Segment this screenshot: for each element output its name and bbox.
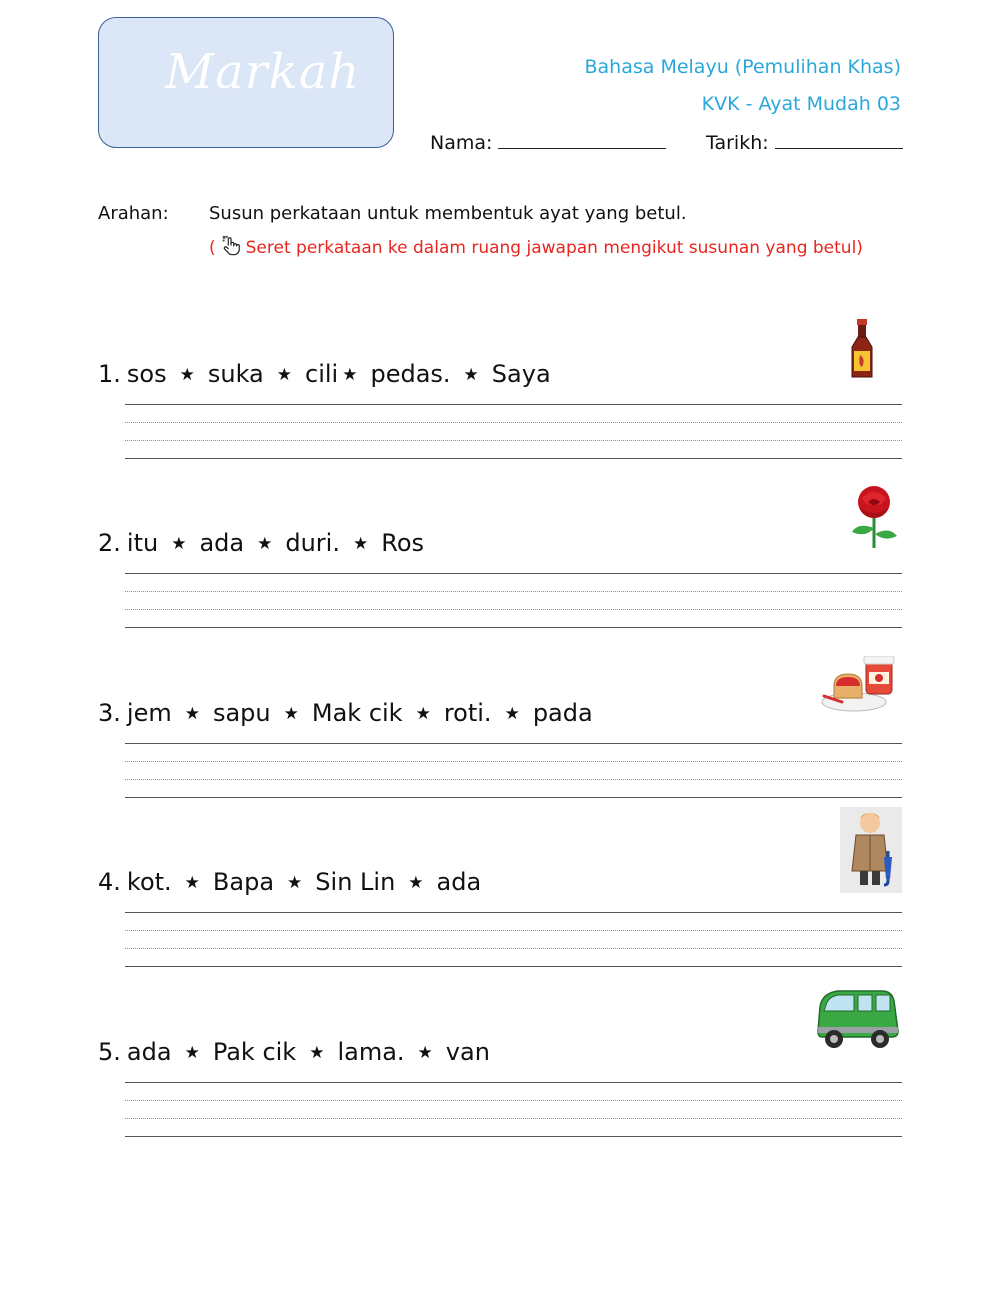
star-icon: ★ [463,365,479,385]
word-row [98,526,424,560]
question-number: 2. [98,529,121,557]
rose-icon [846,484,902,550]
star-icon: ★ [415,704,431,724]
word-tile[interactable]: sapu [212,699,271,727]
drag-hand-icon [220,235,242,257]
name-label: Nama: [430,132,493,154]
name-field [430,130,666,154]
word-tile[interactable]: Pak cik [212,1038,297,1066]
word-tile[interactable]: suka [207,360,264,388]
word-tile[interactable]: jem [126,699,172,727]
star-icon: ★ [184,704,200,724]
star-icon: ★ [504,704,520,724]
date-blank[interactable] [775,130,903,149]
instruction-text: Susun perkataan untuk membentuk ayat yang betul. [209,203,687,224]
word-tile[interactable]: Saya [491,360,551,388]
question-3 [98,696,902,846]
star-icon: ★ [408,873,424,893]
question-number: 4. [98,868,121,896]
word-tile[interactable]: pedas. [370,360,451,388]
question-number: 5. [98,1038,121,1066]
green-van-icon [814,987,900,1053]
sauce-bottle-icon [842,319,882,381]
instruction-hint [209,235,863,258]
question-number: 1. [98,360,121,388]
star-icon: ★ [171,534,187,554]
star-icon: ★ [417,1043,433,1063]
word-tile[interactable]: kot. [126,868,172,896]
answer-area[interactable] [125,743,902,799]
answer-area[interactable] [125,404,902,460]
word-tile[interactable]: ada [199,529,245,557]
star-icon: ★ [184,873,200,893]
star-icon: ★ [257,534,273,554]
topic-title: KVK - Ayat Mudah 03 [701,93,901,115]
word-tile[interactable]: Bapa [212,868,275,896]
word-tile[interactable]: sos [126,360,167,388]
man-in-coat-icon [840,807,902,893]
jam-bread-icon [820,656,898,714]
star-icon: ★ [309,1043,325,1063]
answer-area[interactable] [125,1082,902,1138]
word-tile[interactable]: Sin Lin [315,868,396,896]
word-row [98,865,481,899]
star-icon: ★ [283,704,299,724]
word-tile[interactable]: Ros [381,529,425,557]
star-icon: ★ [276,365,293,385]
date-label: Tarikh: [706,132,769,154]
word-tile[interactable]: itu [126,529,159,557]
word-tile[interactable]: pada [532,699,593,727]
hint-open: ( [209,238,216,258]
answer-area[interactable] [125,912,902,968]
word-row [98,357,551,391]
word-tile[interactable]: cili [305,360,339,388]
word-tile[interactable]: van [445,1038,490,1066]
word-tile[interactable]: Mak cik [311,699,403,727]
word-row [98,1035,490,1069]
score-box [98,17,394,148]
star-icon: ★ [287,873,303,893]
name-blank[interactable] [498,130,666,149]
question-5 [98,1035,902,1185]
question-number: 3. [98,699,121,727]
question-1 [98,357,902,507]
instruction-label: Arahan: [98,203,169,224]
star-icon: ★ [352,534,369,554]
star-icon: ★ [342,365,358,385]
date-field [706,130,903,154]
word-tile[interactable]: lama. [337,1038,405,1066]
word-tile[interactable]: ada [126,1038,172,1066]
word-tile[interactable]: ada [436,868,482,896]
star-icon: ★ [179,365,195,385]
answer-area[interactable] [125,573,902,629]
score-label: Markah [165,44,361,100]
star-icon: ★ [184,1043,200,1063]
word-row [98,696,593,730]
word-tile[interactable]: duri. [285,529,340,557]
word-tile[interactable]: roti. [443,699,492,727]
hint-text: Seret perkataan ke dalam ruang jawapan mengikut susunan yang betul) [245,238,863,258]
subject-title: Bahasa Melayu (Pemulihan Khas) [584,56,901,78]
question-4 [98,865,902,1015]
question-2 [98,526,902,676]
